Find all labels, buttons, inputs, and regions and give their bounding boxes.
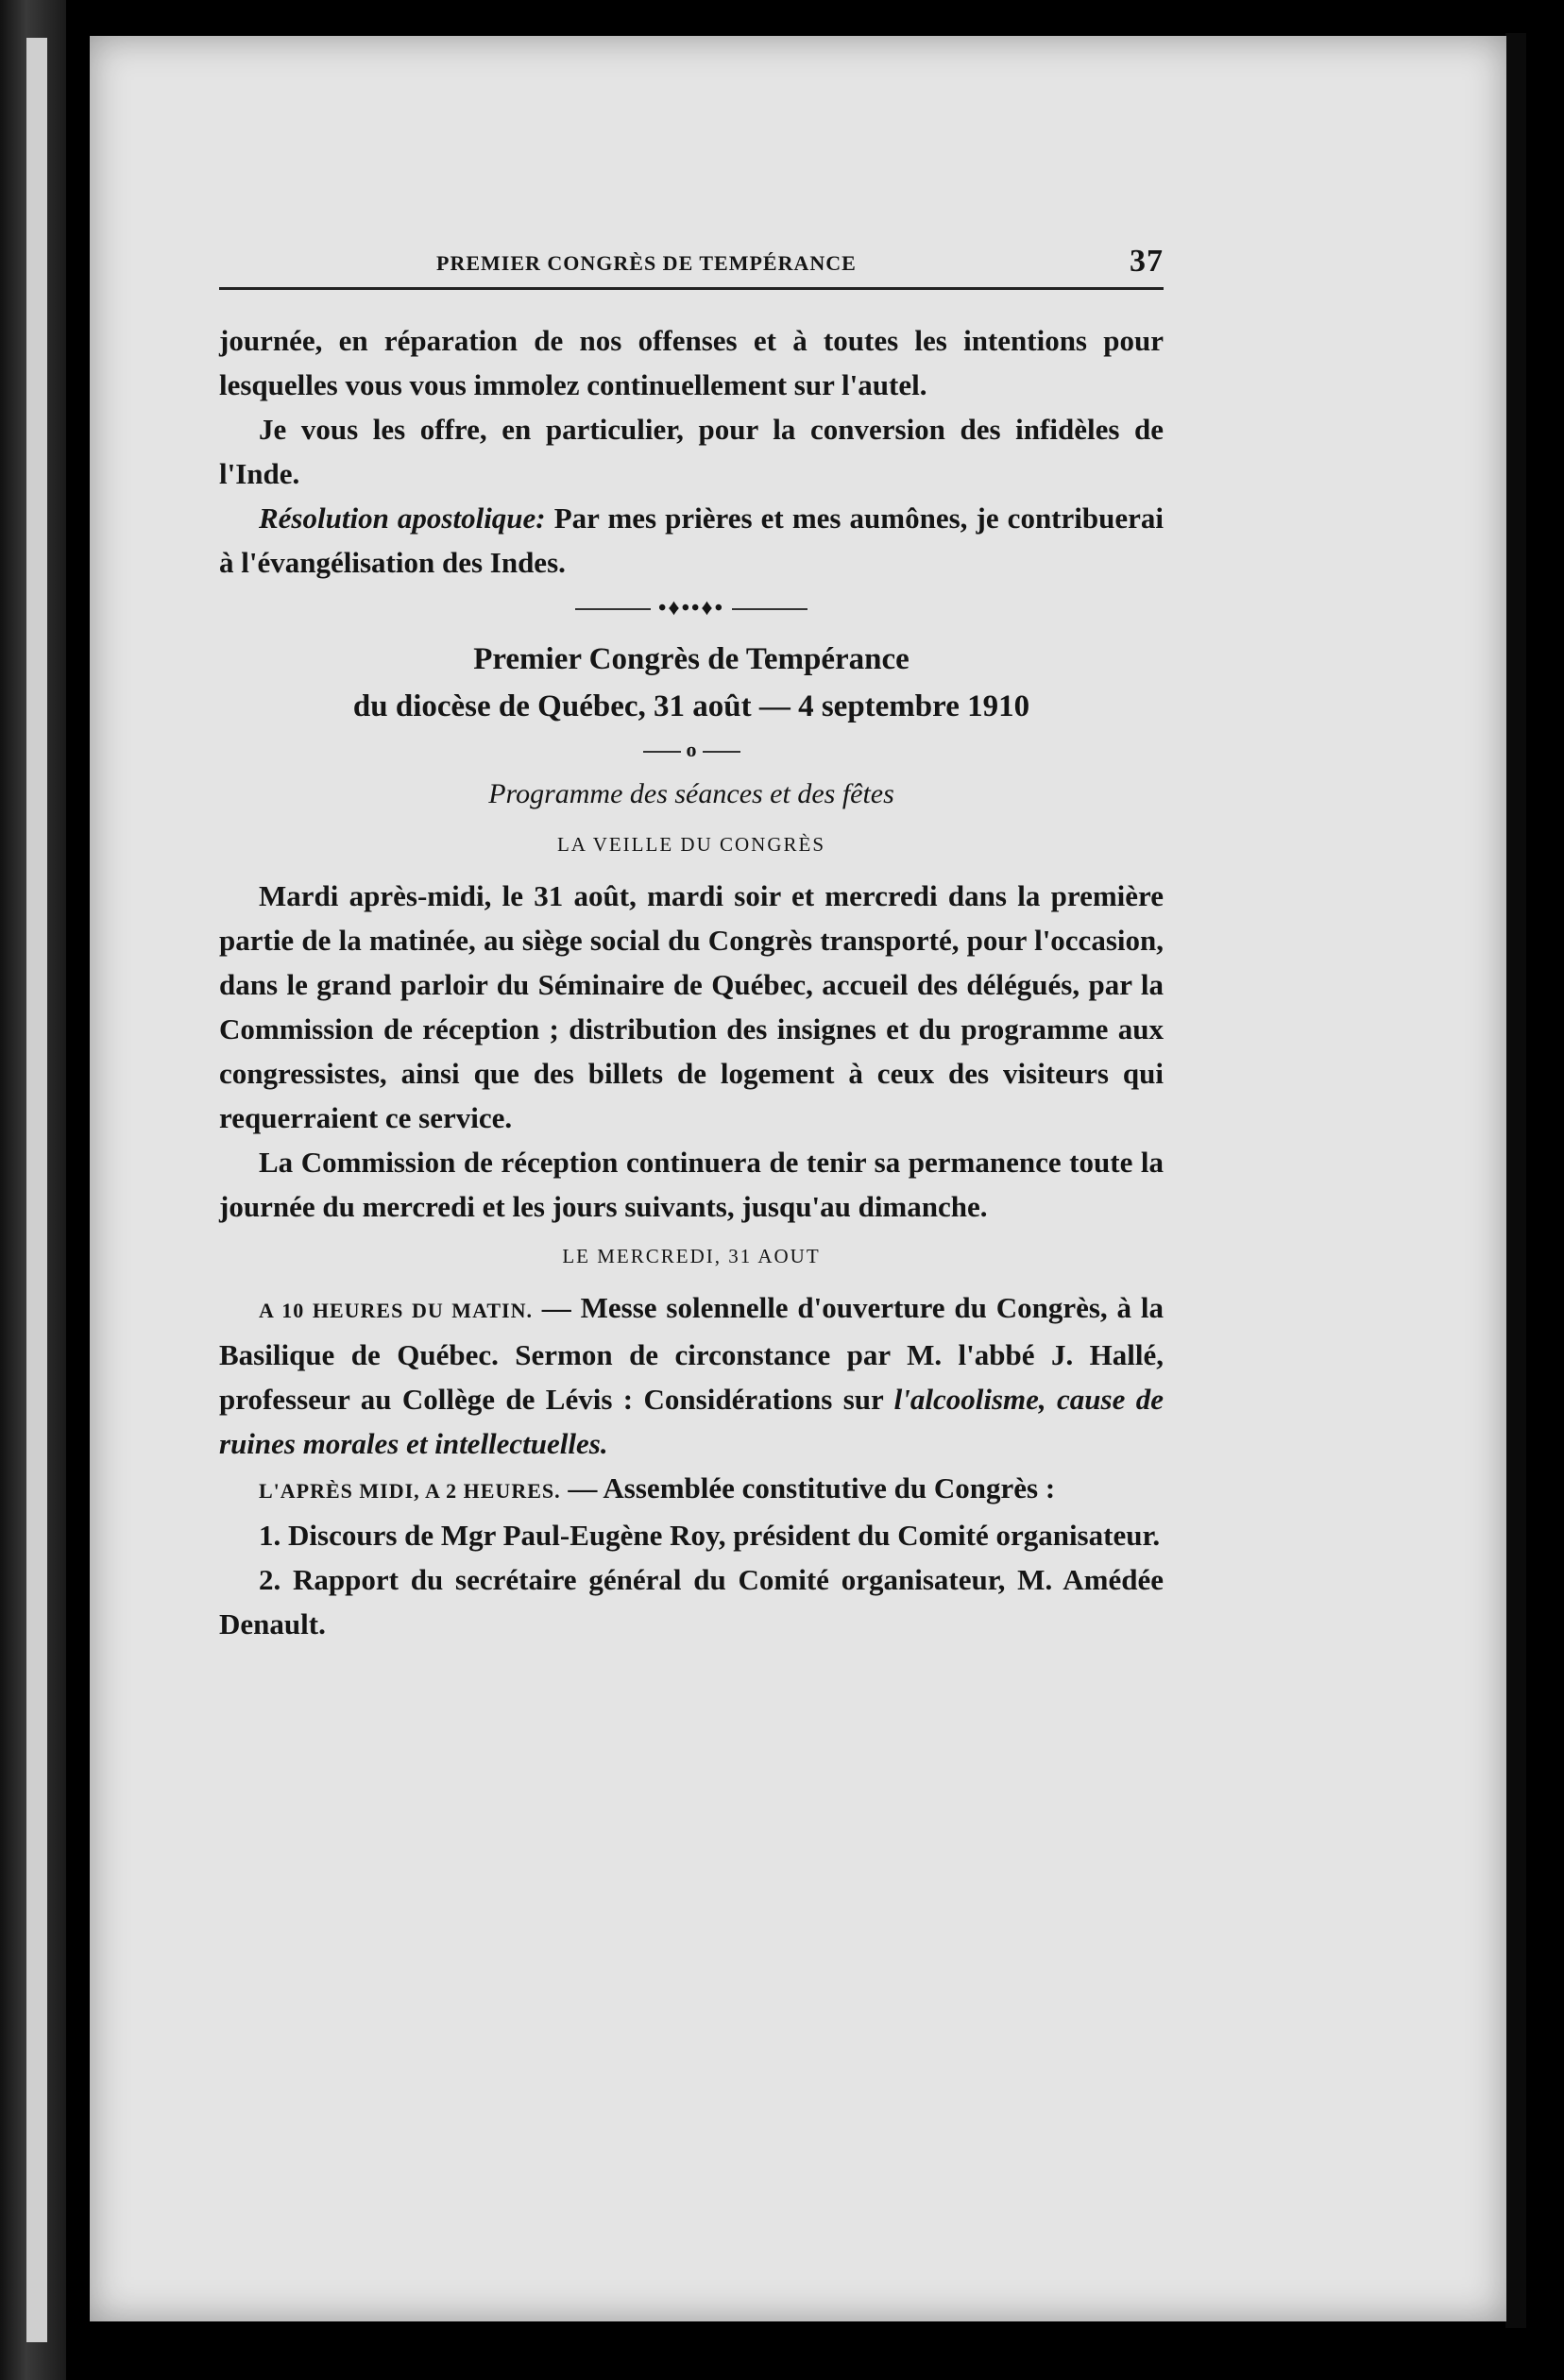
section-title-line-2: du diocèse de Québec, 31 août — 4 septembre 1910 [352,689,1030,723]
agenda-item-2 [219,1557,1164,1646]
section-ornament [219,594,1164,622]
running-head-title: PREMIER CONGRÈS DE TEMPÉRANCE [436,251,857,275]
mercredi-paragraph-1 [219,1285,1164,1466]
section-subtitle: Programme des séances et des fêtes [488,778,894,809]
prayer-paragraph-2 [219,407,1164,496]
prayer-text-2: Je vous les offre, en particulier, pour la conversion des infidèles de l'Inde. [219,413,1164,490]
separator-glyph: o [686,738,697,761]
mercredi-text-2: — Assemblée constitutive du Congrès : [560,1471,1056,1504]
veille-paragraph-2 [219,1140,1164,1229]
page-number: 37 [1130,244,1164,279]
section-title-line-1: Premier Congrès de Tempérance [473,642,910,676]
veille-heading: LA VEILLE DU CONGRÈS [556,833,826,856]
mercredi-text-1-italic: l'alcoolisme, cause de ruines morales et intellectuelles. [219,1383,1164,1460]
agenda-item-1 [219,1513,1164,1557]
mercredi-paragraph-2 [219,1466,1164,1513]
separator-line-right [703,751,740,753]
spacer [219,866,1164,874]
running-head [219,244,1164,283]
veille-paragraph-1 [219,874,1164,1140]
resolution-paragraph [219,496,1164,585]
prayer-paragraph-1 [219,318,1164,407]
ornament-glyph: •♦••♦• [657,596,725,620]
veille-text-1: Mardi après-midi, le 31 août, mardi soir et mercredi dans la première partie de la matinée, au siège social du Congrès transporté, pour l'occasion, dans le grand parloir du Séminaire de Québec, accueil des délégués, par la Commission de réception ; distribution des insignes et du programme aux congressistes, ainsi que des billets de logement à ceux des visiteurs qui requerraient ce service. [219,879,1164,1134]
page-content [219,244,1164,1646]
spacer [219,1278,1164,1285]
small-separator [219,734,1164,766]
header-rule [219,287,1164,290]
time-10h: A 10 HEURES DU MATIN. [259,1299,533,1322]
adjacent-page-edge [0,0,66,2380]
resolution-text: Par mes prières et mes aumônes, je contribuerai à l'évangélisation des Indes. [219,502,1164,579]
page-shadow-edge [1505,33,1526,2328]
separator-line-left [643,751,681,753]
mercredi-heading: LE MERCREDI, 31 AOUT [562,1245,821,1267]
agenda-item-2-text: 2. Rapport du secrétaire général du Comité organisateur, M. Amédée Denault. [219,1563,1164,1640]
mercredi-text-1: — Messe solennelle d'ouverture du Congrès, à la Basilique de Québec. Sermon de circonstance par M. l'abbé J. Hallé, professeur au Collège de Lévis : Considérations sur [219,1291,1164,1416]
adjacent-page-margin [26,38,47,2342]
veille-text-2: La Commission de réception continuera de tenir sa permanence toute la journée du mercredi et les jours suivants, jusqu'au dimanche. [219,1146,1164,1223]
ornament-line-left [575,608,651,610]
prayer-text-1: journée, en réparation de nos offenses et à toutes les intentions pour lesquelles vous vous immolez continuellement sur l'autel. [219,324,1164,401]
agenda-item-1-text: 1. Discours de Mgr Paul-Eugène Roy, président du Comité organisateur. [259,1519,1161,1552]
ornament-line-right [732,608,808,610]
time-2h: L'APRÈS MIDI, A 2 HEURES. [259,1479,561,1503]
resolution-label: Résolution apostolique: [259,502,546,535]
